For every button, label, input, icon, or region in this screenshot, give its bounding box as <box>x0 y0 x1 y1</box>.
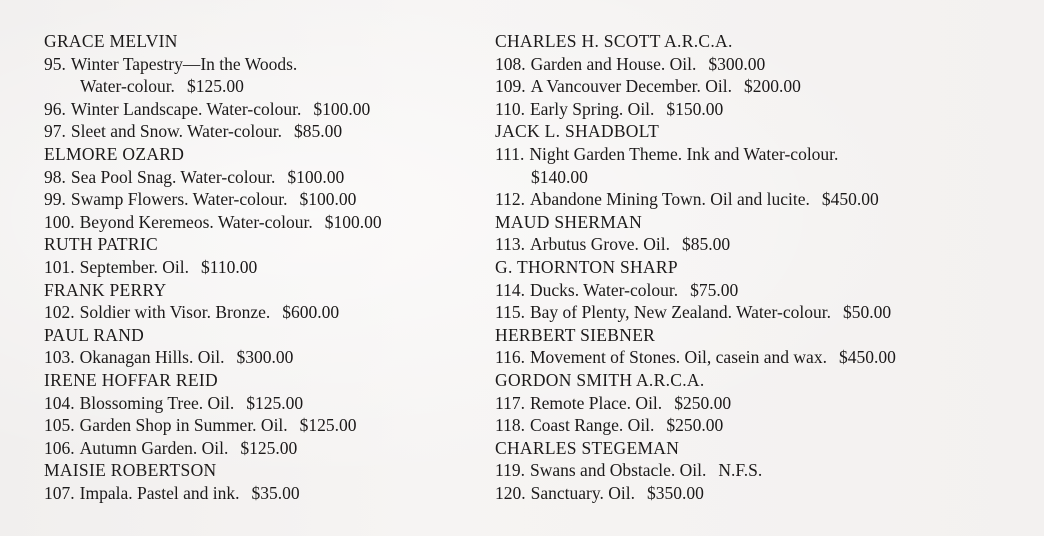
entry-continuation <box>44 75 474 98</box>
entry-title: Garden and House. Oil. <box>530 53 697 74</box>
artist-name: GRACE MELVIN <box>44 31 178 51</box>
entry-number: 96. <box>44 98 66 119</box>
entry-number: 98. <box>44 166 66 187</box>
entry-price: $300.00 <box>708 53 766 74</box>
entry-title: Soldier with Visor. Bronze. <box>79 302 271 323</box>
entry-number: 120. <box>495 482 526 503</box>
entry-number: 113. <box>495 234 525 255</box>
catalogue-entry <box>44 392 474 415</box>
entry-title: Arbutus Grove. Oil. <box>529 234 670 255</box>
entry-price: $50.00 <box>842 302 892 323</box>
catalogue-column-left <box>44 30 474 504</box>
catalogue-entry <box>495 392 1035 415</box>
entry-number: 110. <box>495 98 525 119</box>
entry-number: 117. <box>495 392 525 413</box>
entry-price: $350.00 <box>646 482 704 503</box>
entry-price: $140.00 <box>531 166 588 187</box>
entry-title: Movement of Stones. Oil, casein and wax. <box>529 347 827 368</box>
entry-title: Bay of Plenty, New Zealand. Water-colour. <box>529 302 831 323</box>
catalogue-entry <box>495 346 1035 369</box>
entry-number: 107. <box>44 482 75 503</box>
entry-number: 118. <box>495 415 525 436</box>
entry-price: $125.00 <box>240 437 298 458</box>
catalogue-entry <box>44 166 474 189</box>
artist-name: IRENE HOFFAR REID <box>44 369 218 390</box>
catalogue-entry <box>44 301 474 324</box>
catalogue-entry <box>44 414 474 437</box>
catalogue-column-right <box>495 30 1035 504</box>
artist-name: FRANK PERRY <box>44 279 167 300</box>
entry-title: Sleet and Snow. Water-colour. <box>70 121 282 142</box>
entry-number: 119. <box>495 460 525 481</box>
catalogue-entry <box>495 482 1035 505</box>
entry-title: Abandone Mining Town. Oil and lucite. <box>529 189 810 210</box>
entry-number: 112. <box>495 189 525 210</box>
entry-title: Winter Tapestry—In the Woods. <box>70 53 298 74</box>
catalogue-entry <box>495 279 1035 302</box>
entry-number: 99. <box>44 189 66 210</box>
catalogue-entry <box>495 459 1035 482</box>
entry-title: Beyond Keremeos. Water-colour. <box>79 211 313 232</box>
catalogue-entry <box>44 211 474 234</box>
catalogue-entry <box>44 256 474 279</box>
entry-number: 104. <box>44 392 75 413</box>
entry-price: $250.00 <box>674 392 732 413</box>
entry-price: $35.00 <box>251 482 300 503</box>
artist-name: MAUD SHERMAN <box>495 211 643 232</box>
artist-name: G. THORNTON SHARP <box>495 256 678 277</box>
entry-price: $85.00 <box>294 121 343 142</box>
entry-title: September. Oil. <box>79 256 189 277</box>
entry-number: 109. <box>495 76 526 97</box>
entry-price: $125.00 <box>246 392 304 413</box>
entry-price: $100.00 <box>299 189 357 210</box>
artist-name: CHARLES H. SCOTT A.R.C.A. <box>495 31 733 51</box>
entry-price: $300.00 <box>236 347 294 368</box>
entry-title: Blossoming Tree. Oil. <box>79 392 235 413</box>
catalogue-entry <box>44 346 474 369</box>
entry-price: N.F.S. <box>718 460 763 481</box>
entry-title: Ducks. Water-colour. <box>529 279 679 300</box>
entry-price: $450.00 <box>821 189 879 210</box>
entry-number: 100. <box>44 211 75 232</box>
catalogue-entry <box>495 143 1035 188</box>
entry-price: $125.00 <box>186 76 244 97</box>
catalogue-entry <box>44 120 474 143</box>
entry-medium: Water-colour. <box>80 76 175 97</box>
entry-title: Swans and Obstacle. Oil. <box>529 460 707 481</box>
entry-number: 101. <box>44 256 75 277</box>
entry-price: $450.00 <box>838 347 896 368</box>
artist-name: MAISIE ROBERTSON <box>44 460 217 481</box>
entry-price: $110.00 <box>200 256 258 277</box>
artist-name: PAUL RAND <box>44 324 145 345</box>
entry-price: $100.00 <box>313 98 371 119</box>
entry-title: Coast Range. Oil. <box>529 415 655 436</box>
catalogue-entry <box>44 482 474 505</box>
entry-title: Autumn Garden. Oil. <box>79 437 229 458</box>
entry-title: Early Spring. Oil. <box>529 98 655 119</box>
catalogue-entry <box>44 98 474 121</box>
entry-title: Sanctuary. Oil. <box>530 482 635 503</box>
catalogue-entry <box>495 301 1035 324</box>
catalogue-entry <box>495 414 1035 437</box>
entry-price: $100.00 <box>287 166 345 187</box>
entry-price: $200.00 <box>743 76 801 97</box>
entry-price: $600.00 <box>282 302 340 323</box>
entry-title: Garden Shop in Summer. Oil. <box>79 415 288 436</box>
entry-title: Impala. Pastel and ink. <box>79 482 240 503</box>
entry-price: $100.00 <box>324 211 382 232</box>
catalogue-entry <box>495 233 1035 256</box>
artist-name: CHARLES STEGEMAN <box>495 437 680 458</box>
entry-title: Winter Landscape. Water-colour. <box>70 98 302 119</box>
artist-name: HERBERT SIEBNER <box>495 324 656 345</box>
catalogue-entry <box>495 98 1035 121</box>
entry-title: A Vancouver December. Oil. <box>530 76 732 97</box>
entry-number: 108. <box>495 53 526 74</box>
entry-price: $250.00 <box>666 415 724 436</box>
catalogue-entry <box>44 188 474 211</box>
entry-price: $125.00 <box>299 415 357 436</box>
entry-number: 103. <box>44 347 75 368</box>
entry-continuation <box>495 166 1035 189</box>
catalogue-entry <box>44 53 474 98</box>
entry-price: $85.00 <box>681 234 731 255</box>
entry-number: 97. <box>44 121 66 142</box>
entry-price: $150.00 <box>666 98 724 119</box>
entry-number: 106. <box>44 437 75 458</box>
entry-number: 116. <box>495 347 525 368</box>
entry-number: 102. <box>44 302 75 323</box>
catalogue-entry <box>495 75 1035 98</box>
entry-title: Okanagan Hills. Oil. <box>79 347 225 368</box>
entry-title: Remote Place. Oil. <box>529 392 663 413</box>
entry-title: Sea Pool Snag. Water-colour. <box>70 166 276 187</box>
entry-price: $75.00 <box>690 279 739 300</box>
entry-number: 95. <box>44 53 66 74</box>
entry-number: 114. <box>495 279 525 300</box>
artist-name: JACK L. SHADBOLT <box>495 121 660 142</box>
catalogue-entry <box>495 188 1035 211</box>
entry-title: Swamp Flowers. Water-colour. <box>70 189 288 210</box>
artist-name: RUTH PATRIC <box>44 234 158 255</box>
entry-number: 115. <box>495 302 525 323</box>
catalogue-entry <box>495 53 1035 76</box>
entry-number: 105. <box>44 415 75 436</box>
entry-number: 111. <box>495 143 525 164</box>
artist-name: GORDON SMITH A.R.C.A. <box>495 369 705 390</box>
entry-title: Night Garden Theme. Ink and Water-colour. <box>529 143 839 164</box>
catalogue-entry <box>44 437 474 460</box>
artist-name: ELMORE OZARD <box>44 143 185 164</box>
